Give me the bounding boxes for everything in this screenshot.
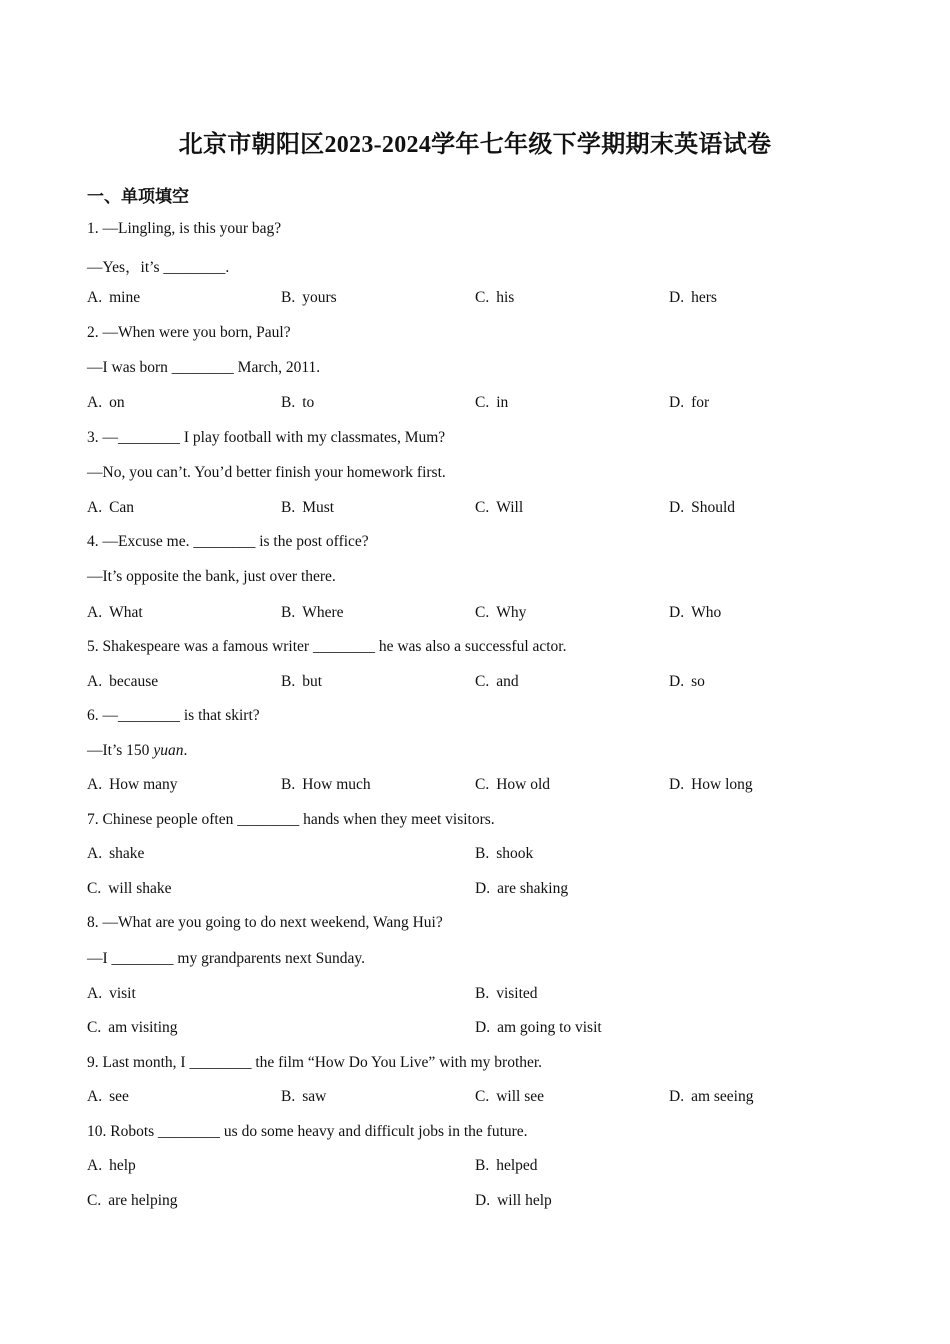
q7-option-c[interactable]: C. will shake	[87, 880, 172, 897]
section-heading: 一、单项填空	[87, 187, 189, 206]
q8-option-a[interactable]: A. visit	[87, 985, 136, 1002]
q6-option-c[interactable]: C. How old	[475, 776, 551, 793]
q10-option-d[interactable]: D. will help	[475, 1192, 552, 1209]
q3-option-c[interactable]: C. Will	[475, 499, 524, 516]
question-6-stem: 6. —________ is that skirt?	[87, 707, 260, 724]
q8-option-b[interactable]: B. visited	[475, 985, 538, 1002]
q9-option-a[interactable]: A. see	[87, 1088, 129, 1105]
q2-option-b[interactable]: B. to	[281, 394, 315, 411]
question-7-stem: 7. Chinese people often ________ hands when they meet visitors.	[87, 811, 495, 828]
q4-option-d[interactable]: D. Who	[669, 604, 722, 621]
q2-option-d[interactable]: D. for	[669, 394, 710, 411]
q5-option-d[interactable]: D. so	[669, 673, 705, 690]
q6-option-b[interactable]: B. How much	[281, 776, 371, 793]
q8-option-d[interactable]: D. am going to visit	[475, 1019, 602, 1036]
q1-option-a[interactable]: A. mine	[87, 289, 141, 306]
q4-option-b[interactable]: B. Where	[281, 604, 344, 621]
q9-option-c[interactable]: C. will see	[475, 1088, 544, 1105]
question-3-reply: —No, you can’t. You’d better finish your homework first.	[87, 464, 446, 481]
question-1-reply: —Yes，it’s ________.	[87, 259, 230, 276]
q1-option-c[interactable]: C. his	[475, 289, 515, 306]
page-title: 北京市朝阳区2023-2024学年七年级下学期期末英语试卷	[178, 132, 772, 158]
q9-option-d[interactable]: D. am seeing	[669, 1088, 754, 1105]
q6-option-d[interactable]: D. How long	[669, 776, 753, 793]
q5-option-c[interactable]: C. and	[475, 673, 519, 690]
q3-option-b[interactable]: B. Must	[281, 499, 335, 516]
q4-option-c[interactable]: C. Why	[475, 604, 527, 621]
question-10-stem: 10. Robots ________ us do some heavy and difficult jobs in the future.	[87, 1123, 528, 1140]
question-5-stem: 5. Shakespeare was a famous writer ________ he was also a successful actor.	[87, 638, 567, 655]
q7-option-b[interactable]: B. shook	[475, 845, 534, 862]
question-8-reply: —I ________ my grandparents next Sunday.	[87, 950, 365, 967]
q7-option-a[interactable]: A. shake	[87, 845, 145, 862]
question-3-stem: 3. —________ I play football with my classmates, Mum?	[87, 429, 446, 446]
q7-option-d[interactable]: D. are shaking	[475, 880, 569, 897]
q8-option-c[interactable]: C. am visiting	[87, 1019, 178, 1036]
question-2-reply: —I was born ________ March, 2011.	[87, 359, 321, 376]
question-8-stem: 8. —What are you going to do next weekend, Wang Hui?	[87, 914, 443, 931]
q2-option-c[interactable]: C. in	[475, 394, 509, 411]
q10-option-c[interactable]: C. are helping	[87, 1192, 178, 1209]
q6-option-a[interactable]: A. How many	[87, 776, 178, 793]
q10-option-a[interactable]: A. help	[87, 1157, 136, 1174]
question-4-stem: 4. —Excuse me. ________ is the post office?	[87, 533, 369, 550]
q5-option-b[interactable]: B. but	[281, 673, 323, 690]
question-2-stem: 2. —When were you born, Paul?	[87, 324, 291, 341]
currency-yuan: yuan	[153, 742, 184, 759]
q1-option-d[interactable]: D. hers	[669, 289, 717, 306]
q5-option-a[interactable]: A. because	[87, 673, 159, 690]
q9-option-b[interactable]: B. saw	[281, 1088, 327, 1105]
q10-option-b[interactable]: B. helped	[475, 1157, 538, 1174]
question-9-stem: 9. Last month, I ________ the film “How Do You Live” with my brother.	[87, 1054, 543, 1071]
q1-option-b[interactable]: B. yours	[281, 289, 337, 306]
question-6-reply: —It’s 150 yuan.	[87, 742, 188, 759]
question-1-stem: 1. —Lingling, is this your bag?	[87, 220, 282, 237]
q3-option-a[interactable]: A. Can	[87, 499, 135, 516]
q2-option-a[interactable]: A. on	[87, 394, 125, 411]
q4-option-a[interactable]: A. What	[87, 604, 143, 621]
question-4-reply: —It’s opposite the bank, just over there.	[87, 568, 336, 585]
q3-option-d[interactable]: D. Should	[669, 499, 736, 516]
